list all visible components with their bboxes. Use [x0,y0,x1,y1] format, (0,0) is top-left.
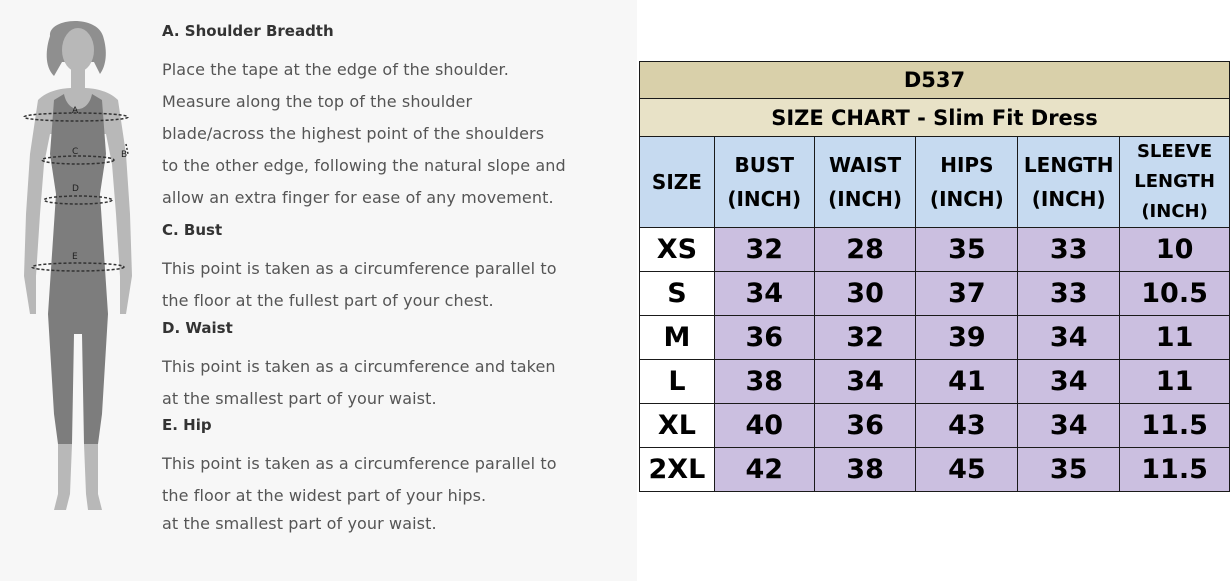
size-chart-table [639,61,1230,492]
header-length: LENGTH (INCH) [1018,137,1120,228]
bust-cell: 40 [714,404,814,448]
figure-label-b: B [121,150,128,160]
shoulder-text-line: Place the tape at the edge of the shoulder. [162,60,509,79]
hip-heading: E. Hip [162,416,212,434]
bust-text-line: This point is taken as a circumference parallel to [162,259,557,278]
shoulder-text-line: blade/across the highest point of the shoulders [162,124,545,143]
hip-text-line: the floor at the widest part of your hips. [162,486,487,505]
table-row [640,404,1230,448]
waist-heading: D. Waist [162,319,233,337]
sleeve-cell: 11 [1120,360,1230,404]
bust-cell: 36 [714,316,814,360]
shoulder-text-line: allow an extra finger for ease of any movement. [162,188,554,207]
hips-cell: 39 [916,316,1018,360]
shoulder-breadth-heading: A. Shoulder Breadth [162,22,334,40]
size-cell: S [640,272,715,316]
chart-title-row [640,99,1230,137]
header-sleeve-length: SLEEVE LENGTH (INCH) [1120,137,1230,228]
sleeve-cell: 11 [1120,316,1230,360]
shoulder-text-line: to the other edge, following the natural slope and [162,156,566,175]
bust-cell: 32 [714,228,814,272]
length-cell: 34 [1018,316,1120,360]
size-cell: XL [640,404,715,448]
waist-cell: 34 [814,360,916,404]
size-cell: 2XL [640,448,715,492]
hips-cell: 37 [916,272,1018,316]
waist-cell: 28 [814,228,916,272]
bust-cell: 34 [714,272,814,316]
figure-label-a: A [72,106,79,116]
sleeve-cell: 10 [1120,228,1230,272]
length-cell: 33 [1018,228,1120,272]
header-bust: BUST (INCH) [714,137,814,228]
length-cell: 34 [1018,404,1120,448]
sleeve-cell: 11.5 [1120,448,1230,492]
size-cell: XS [640,228,715,272]
hips-cell: 43 [916,404,1018,448]
table-row [640,316,1230,360]
header-size: SIZE [640,137,715,228]
table-row [640,272,1230,316]
table-row [640,228,1230,272]
sleeve-cell: 11.5 [1120,404,1230,448]
hip-text-line: This point is taken as a circumference parallel to [162,454,557,473]
waist-cell: 30 [814,272,916,316]
bust-text-line: the floor at the fullest part of your chest. [162,291,494,310]
header-waist: WAIST (INCH) [814,137,916,228]
figure-label-d: D [72,184,79,194]
shoulder-text-line: Measure along the top of the shoulder [162,92,473,111]
table-row [640,448,1230,492]
bust-heading: C. Bust [162,221,223,239]
hips-cell: 45 [916,448,1018,492]
product-code: D537 [640,62,1230,99]
body-figure-illustration [8,14,148,524]
size-cell: L [640,360,715,404]
waist-text-line: This point is taken as a circumference and taken [162,357,556,376]
figure-label-e: E [72,252,78,262]
waist-cell: 38 [814,448,916,492]
product-code-row [640,62,1230,99]
hip-text-line: at the smallest part of your waist. [162,514,437,533]
woman-silhouette-icon [8,14,148,524]
hips-cell: 35 [916,228,1018,272]
bust-cell: 38 [714,360,814,404]
length-cell: 35 [1018,448,1120,492]
chart-title: SIZE CHART - Slim Fit Dress [640,99,1230,137]
waist-cell: 32 [814,316,916,360]
waist-cell: 36 [814,404,916,448]
sleeve-cell: 10.5 [1120,272,1230,316]
header-hips: HIPS (INCH) [916,137,1018,228]
hips-cell: 41 [916,360,1018,404]
figure-label-c: C [72,147,79,157]
waist-text-line: at the smallest part of your waist. [162,389,437,408]
size-cell: M [640,316,715,360]
length-cell: 34 [1018,360,1120,404]
length-cell: 33 [1018,272,1120,316]
table-row [640,360,1230,404]
bust-cell: 42 [714,448,814,492]
header-row [640,137,1230,228]
